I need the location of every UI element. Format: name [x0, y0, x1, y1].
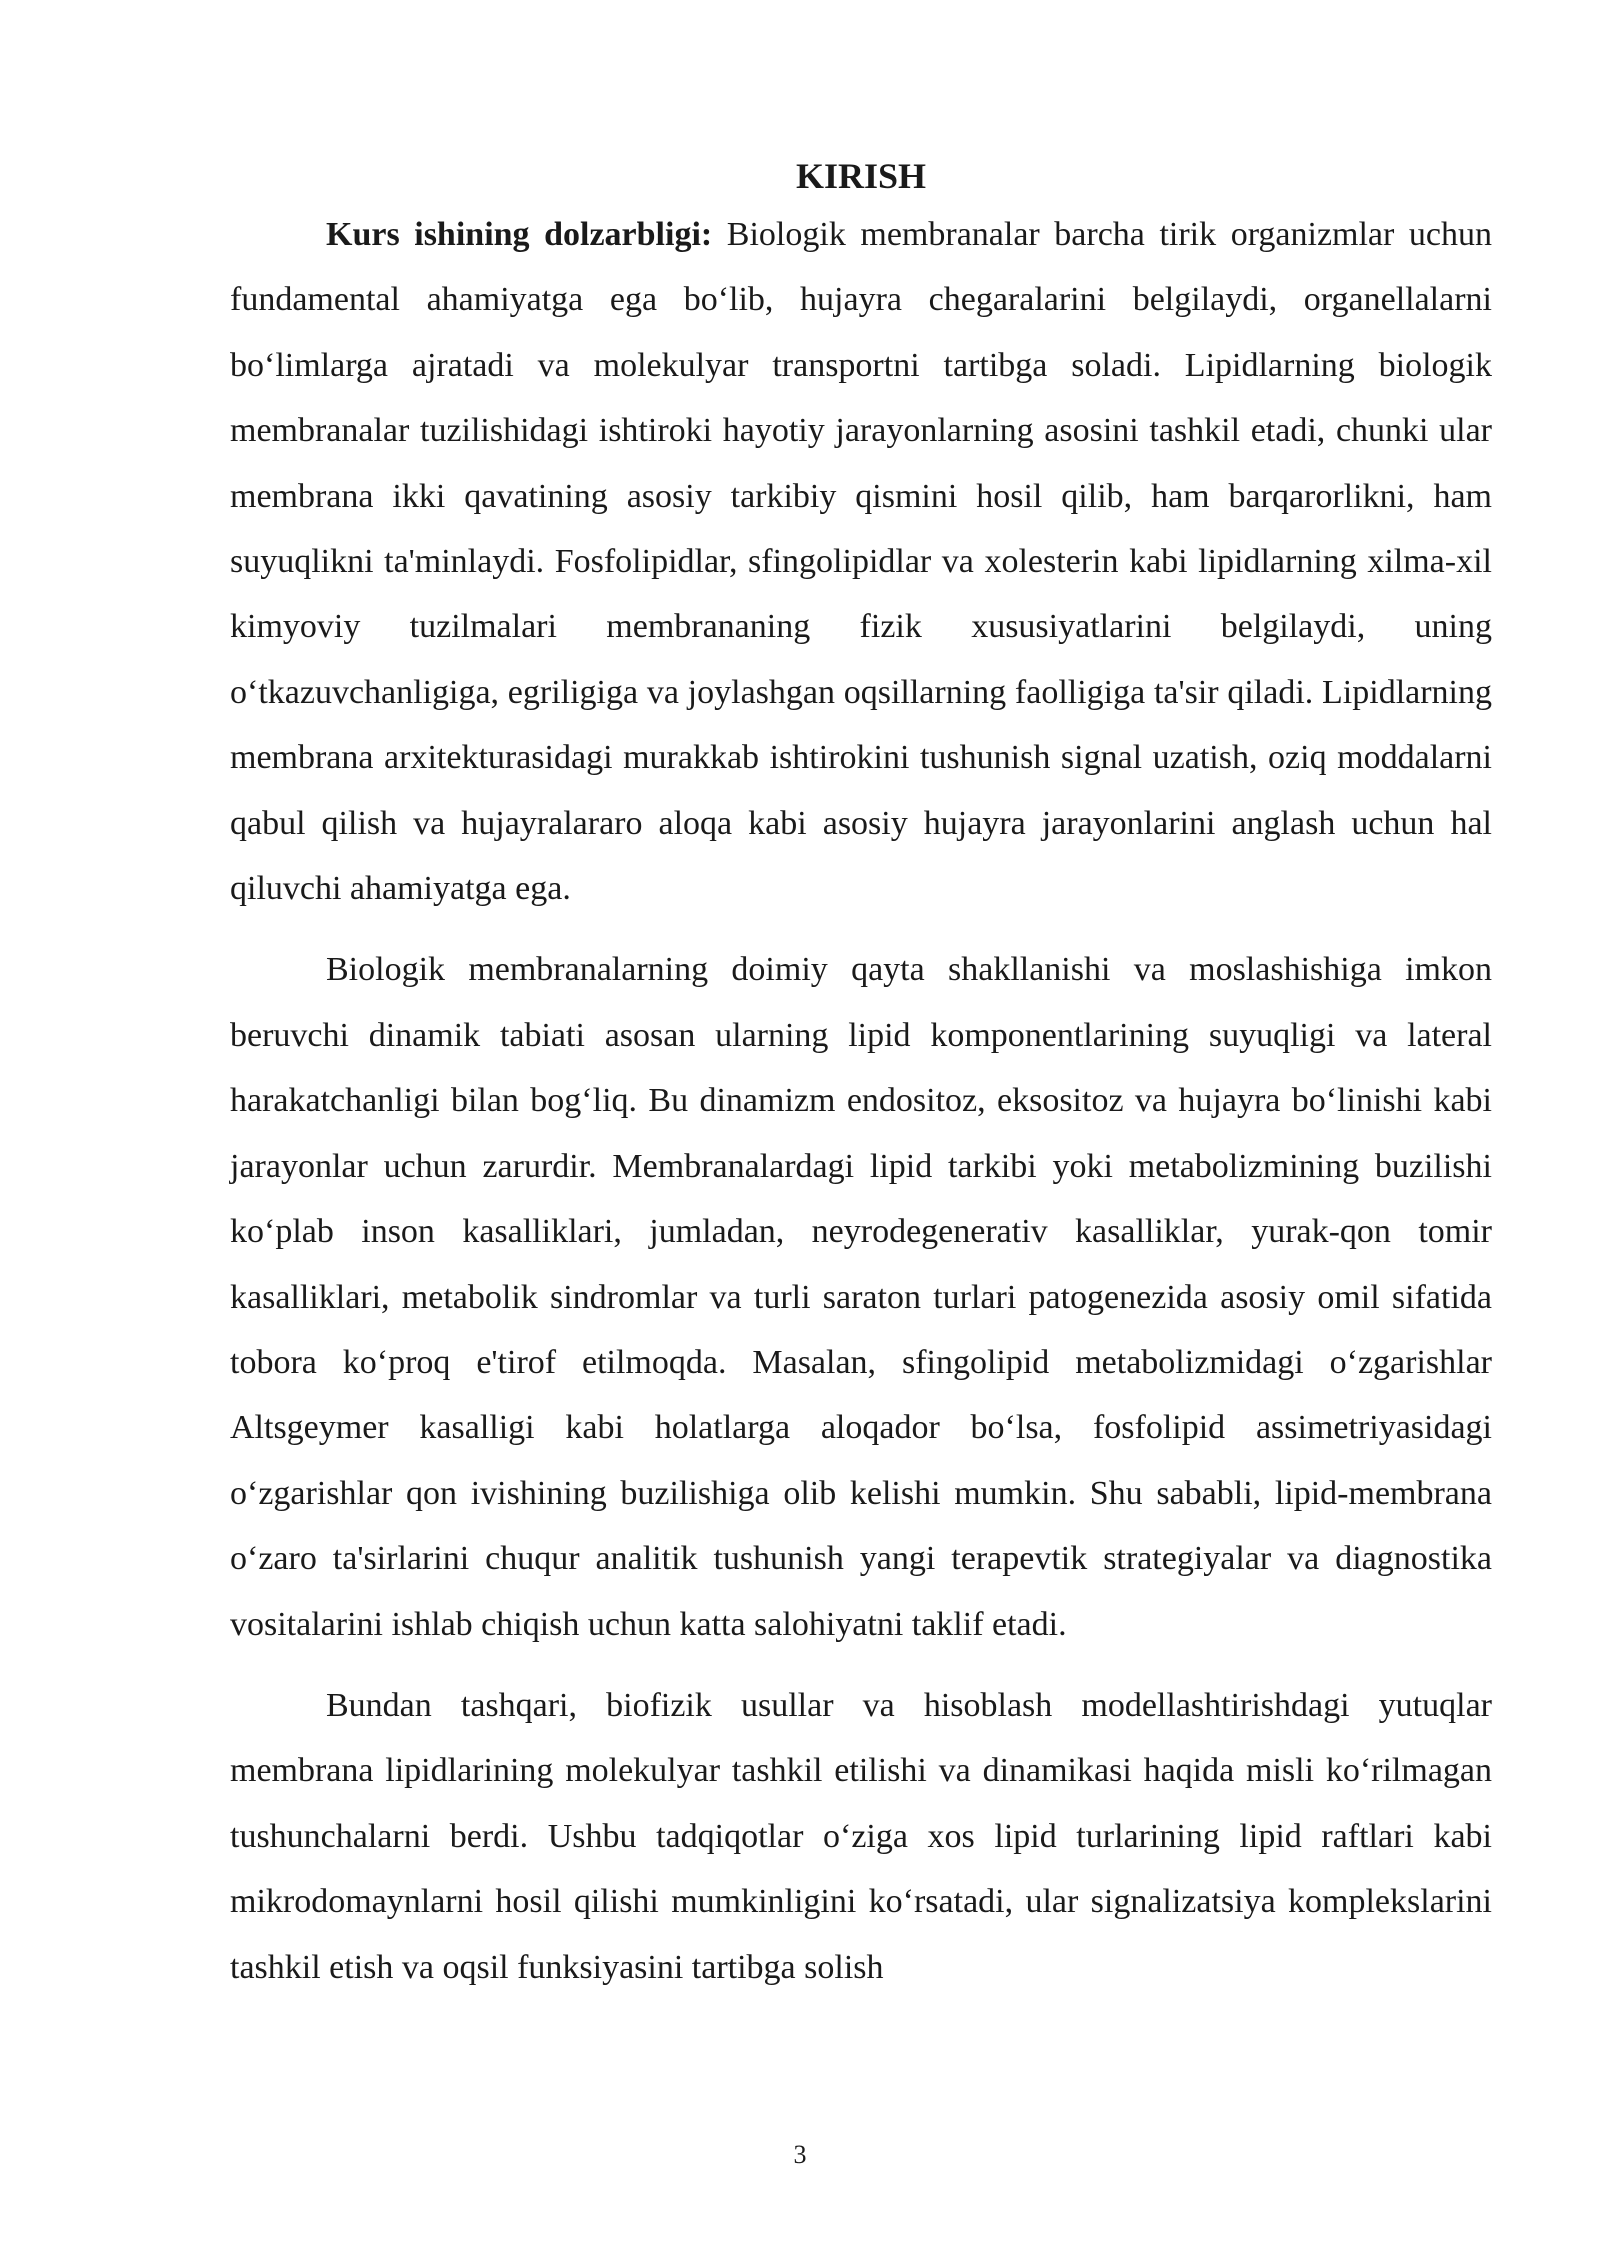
- page-number: 3: [793, 2140, 807, 2169]
- paragraph-dynamics: Biologik membranalarning doimiy qayta shakllanishi va moslashishiga imkon beruvchi dinamik tabiati asosan ularning lipid komponentlarining suyuqligi va lateral harakatchanligi bilan bog‘liq. Bu dinamizm endositoz, eksositoz va hujayra bo‘linishi kabi jarayonlar uchun zarurdir. Membranalardagi lipid tarkibi yoki metabolizmining buzilishi ko‘plab inson kasalliklari, jumladan, neyrodegenerativ kasalliklar, yurak-qon tomir kasalliklari, metabolik sindromlar va turli saraton turlari patogenezida asosiy omil sifatida tobora ko‘proq e'tirof etilmoqda. Masalan, sfingolipid metabolizmidagi o‘zgarishlar Altsgeymer kasalligi kabi holatlarga aloqador bo‘lsa, fosfolipid assimetriyasidagi o‘zgarishlar qon ivishining buzilishiga olib kelishi mumkin. Shu sababli, lipid-membrana o‘zaro ta'sirlarini chuqur analitik tushunish yangi terapevtik strategiyalar va diagnostika vositalarini ishlab chiqish uchun katta salohiyatni taklif etadi.: [230, 951, 1492, 1643]
- paragraph-methods: Bundan tashqari, biofizik usullar va hisoblash modellashtirishdagi yutuqlar membrana lipidlarining molekulyar tashkil etilishi va dinamikasi haqida misli ko‘rilmagan tushunchalarni berdi. Ushbu tadqiqotlar o‘ziga xos lipid turlarining lipid raftlari kabi mikrodomaynlarni hosil qilishi mumkinligini ko‘rsatadi, ular signalizatsiya komplekslarini tashkil etish va oqsil funksiyasini tartibga solish: [230, 1686, 1492, 1986]
- section-title: KIRISH: [795, 156, 927, 196]
- paragraph-lead: Kurs ishining dolzarbligi:: [326, 216, 713, 253]
- paragraph-relevance: [230, 202, 1492, 921]
- paragraph-text: Biologik membranalar barcha tirik organizmlar uchun fundamental ahamiyatga ega bo‘lib, hujayra chegaralarini belgilaydi, organellalarni bo‘limlarga ajratadi va molekulyar transportni tartibga soladi. Lipidlarning biologik membranalar tuzilishidagi ishtiroki hayotiy jarayonlarning asosini tashkil etadi, chunki ular membrana ikki qavatining asosiy tarkibiy qismini hosil qilib, ham barqarorlikni, ham suyuqlikni ta'minlaydi. Fosfolipidlar, sfingolipidlar va xolesterin kabi lipidlarning xilma-xil kimyoviy tuzilmalari membrananing fizik xususiyatlarini belgilaydi, uning o‘tkazuvchanligiga, egriligiga va joylashgan oqsillarning faolligiga ta'sir qiladi. Lipidlarning membrana arxitekturasidagi murakkab ishtirokini tushunish signal uzatish, oziq moddalarni qabul qilish va hujayralararo aloqa kabi asosiy hujayra jarayonlarini anglash uchun hal qiluvchi ahamiyatga ega.: [230, 216, 1492, 908]
- page-content: [230, 150, 1492, 2000]
